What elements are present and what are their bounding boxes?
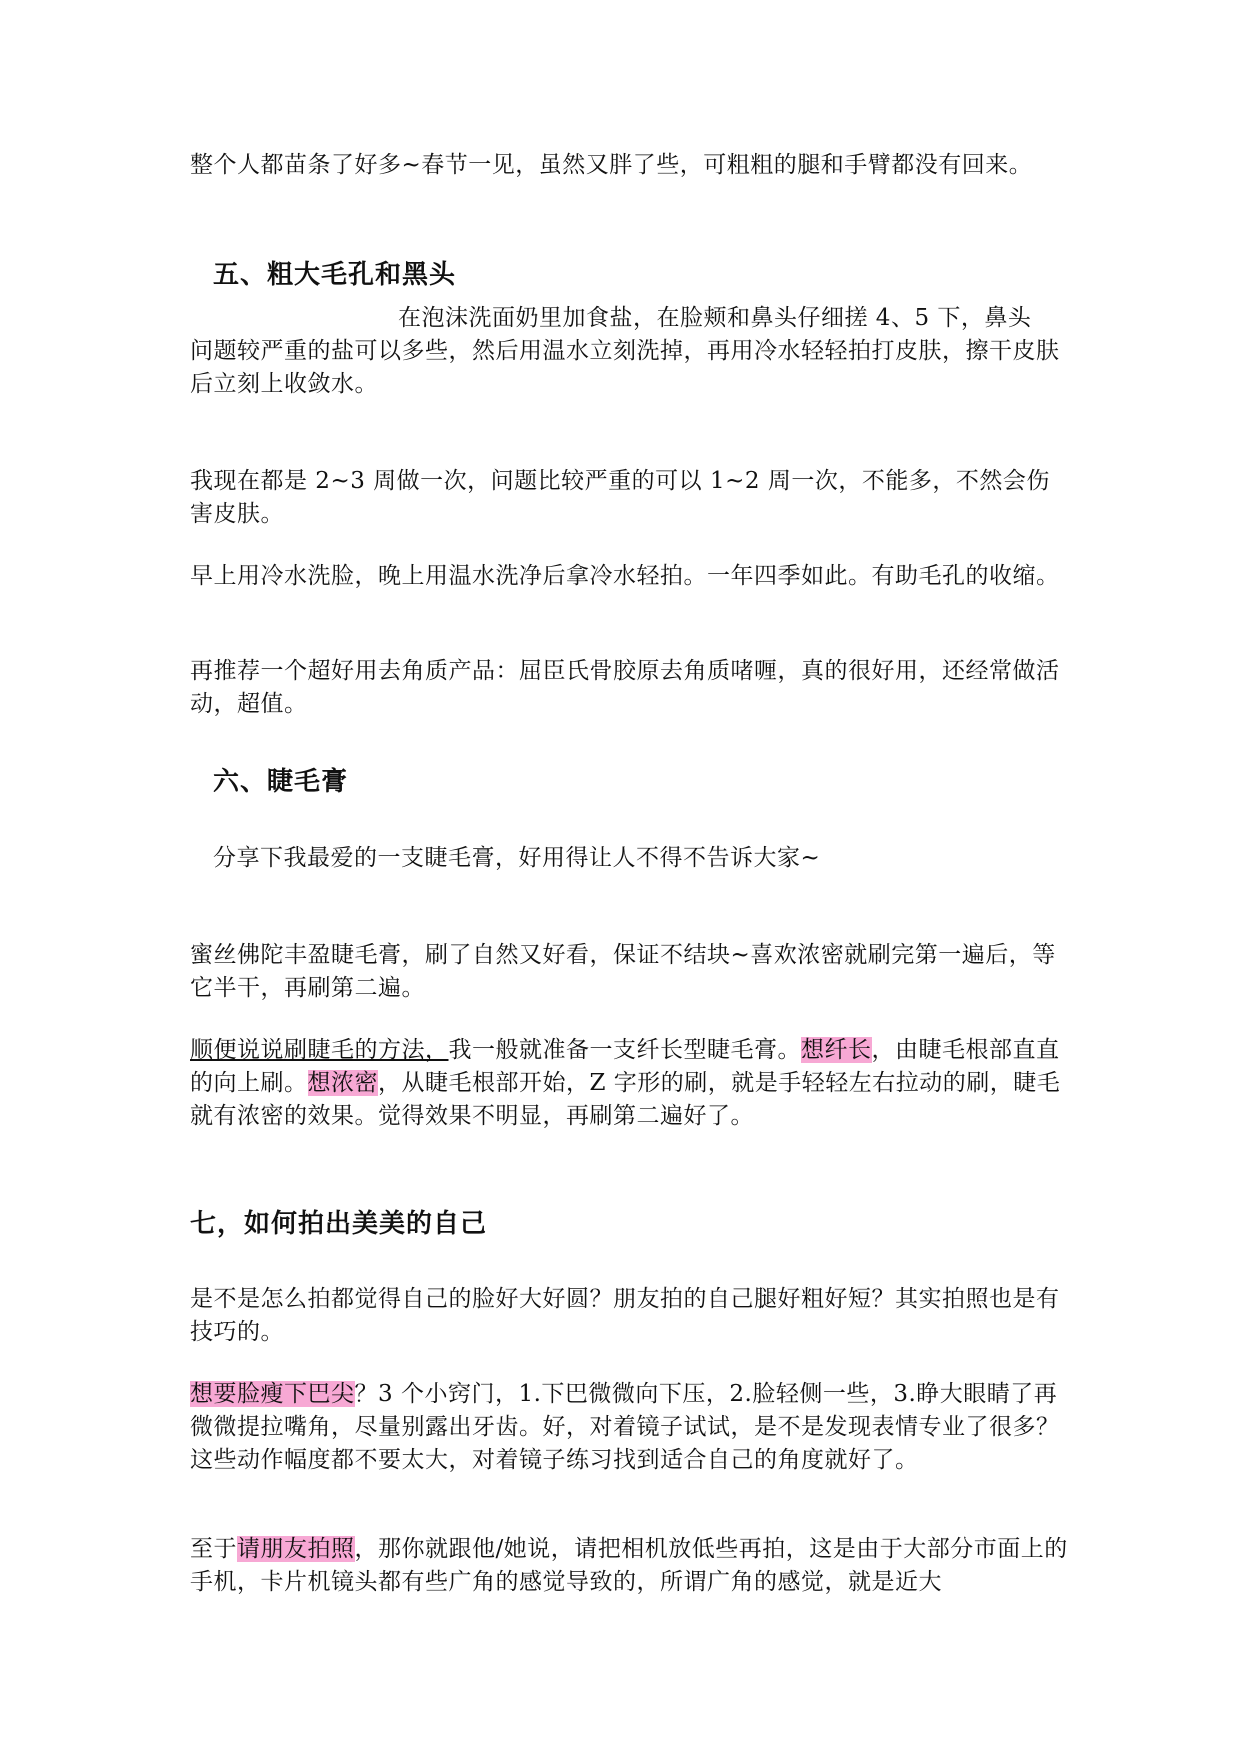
section-heading-5: 五、粗大毛孔和黑头 — [213, 260, 457, 290]
highlight-phrase-thick: 想浓密 — [307, 1070, 378, 1096]
section-heading-7: 七，如何拍出美美的自己 — [190, 1209, 488, 1239]
paragraph-5-1 — [190, 302, 1070, 401]
paragraph-6-2: 蜜丝佛陀丰盈睫毛膏，刷了自然又好看，保证不结块~喜欢浓密就刷完第一遍后，等它半干，再刷第二遍。 — [190, 942, 1056, 1001]
text-run: ，那你就跟他/她说，请把相机放低些再拍，这是由于大部分市面上的手机，卡片机镜头都有些广角的感觉导致的，所谓广角的感觉，就是近大 — [190, 1536, 1068, 1595]
highlight-phrase-ask-friend: 请朋友拍照 — [237, 1536, 355, 1562]
highlight-phrase-slim-face: 想要脸瘦下巴尖 — [190, 1381, 355, 1407]
paragraph-5-3: 早上用冷水洗脸，晚上用温水洗净后拿冷水轻拍。一年四季如此。有助毛孔的收缩。 — [190, 563, 1060, 589]
highlight-phrase-slender: 想纤长 — [801, 1037, 872, 1063]
text-run: ？3 个小窍门，1.下巴微微向下压，2.脸轻侧一些，3.睁大眼睛了再微微提拉嘴角，尽量别露出牙齿。好，对着镜子试试，是不是发现表情专业了很多？这些动作幅度都不要太大，对着镜子练习找到适合自己的角度就好了。 — [190, 1381, 1060, 1473]
paragraph-6-1: 分享下我最爱的一支睫毛膏，好用得让人不得不告诉大家~ — [213, 845, 821, 871]
underlined-phrase: 顺便说说刷睫毛的方法， — [190, 1037, 449, 1063]
paragraph-5-1-first-line: 在泡沫洗面奶里加食盐，在脸颊和鼻头仔细搓 4、5 下，鼻头 — [398, 305, 1032, 331]
section-heading-6: 六、睫毛膏 — [213, 767, 349, 797]
text-run: 我一般就准备一支纤长型睫毛膏。 — [448, 1037, 801, 1063]
intro-paragraph: 整个人都苗条了好多~春节一见，虽然又胖了些，可粗粗的腿和手臂都没有回来。 — [190, 152, 1033, 178]
paragraph-7-1: 是不是怎么拍都觉得自己的脸好大好圆？朋友拍的自己腿好粗好短？其实拍照也是有技巧的。 — [190, 1286, 1060, 1345]
paragraph-7-3 — [190, 1533, 1070, 1599]
text-run: ，由睫毛根部直直的向上刷。 — [190, 1037, 1060, 1096]
text-run: 至于 — [190, 1536, 237, 1562]
paragraph-6-3 — [190, 1034, 1070, 1133]
paragraph-5-1-rest: 问题较严重的盐可以多些，然后用温水立刻洗掉，再用冷水轻轻拍打皮肤，擦干皮肤后立刻上收敛水。 — [190, 338, 1060, 397]
text-run: ，从睫毛根部开始，Z 字形的刷，就是手轻轻左右拉动的刷，睫毛就有浓密的效果。觉得效果不明显，再刷第二遍好了。 — [190, 1070, 1061, 1129]
paragraph-5-4: 再推荐一个超好用去角质产品：屈臣氏骨胶原去角质啫喱，真的很好用，还经常做活动，超值。 — [190, 658, 1060, 717]
paragraph-5-2: 我现在都是 2~3 周做一次，问题比较严重的可以 1~2 周一次，不能多，不然会伤害皮肤。 — [190, 468, 1050, 527]
paragraph-7-2 — [190, 1378, 1070, 1477]
